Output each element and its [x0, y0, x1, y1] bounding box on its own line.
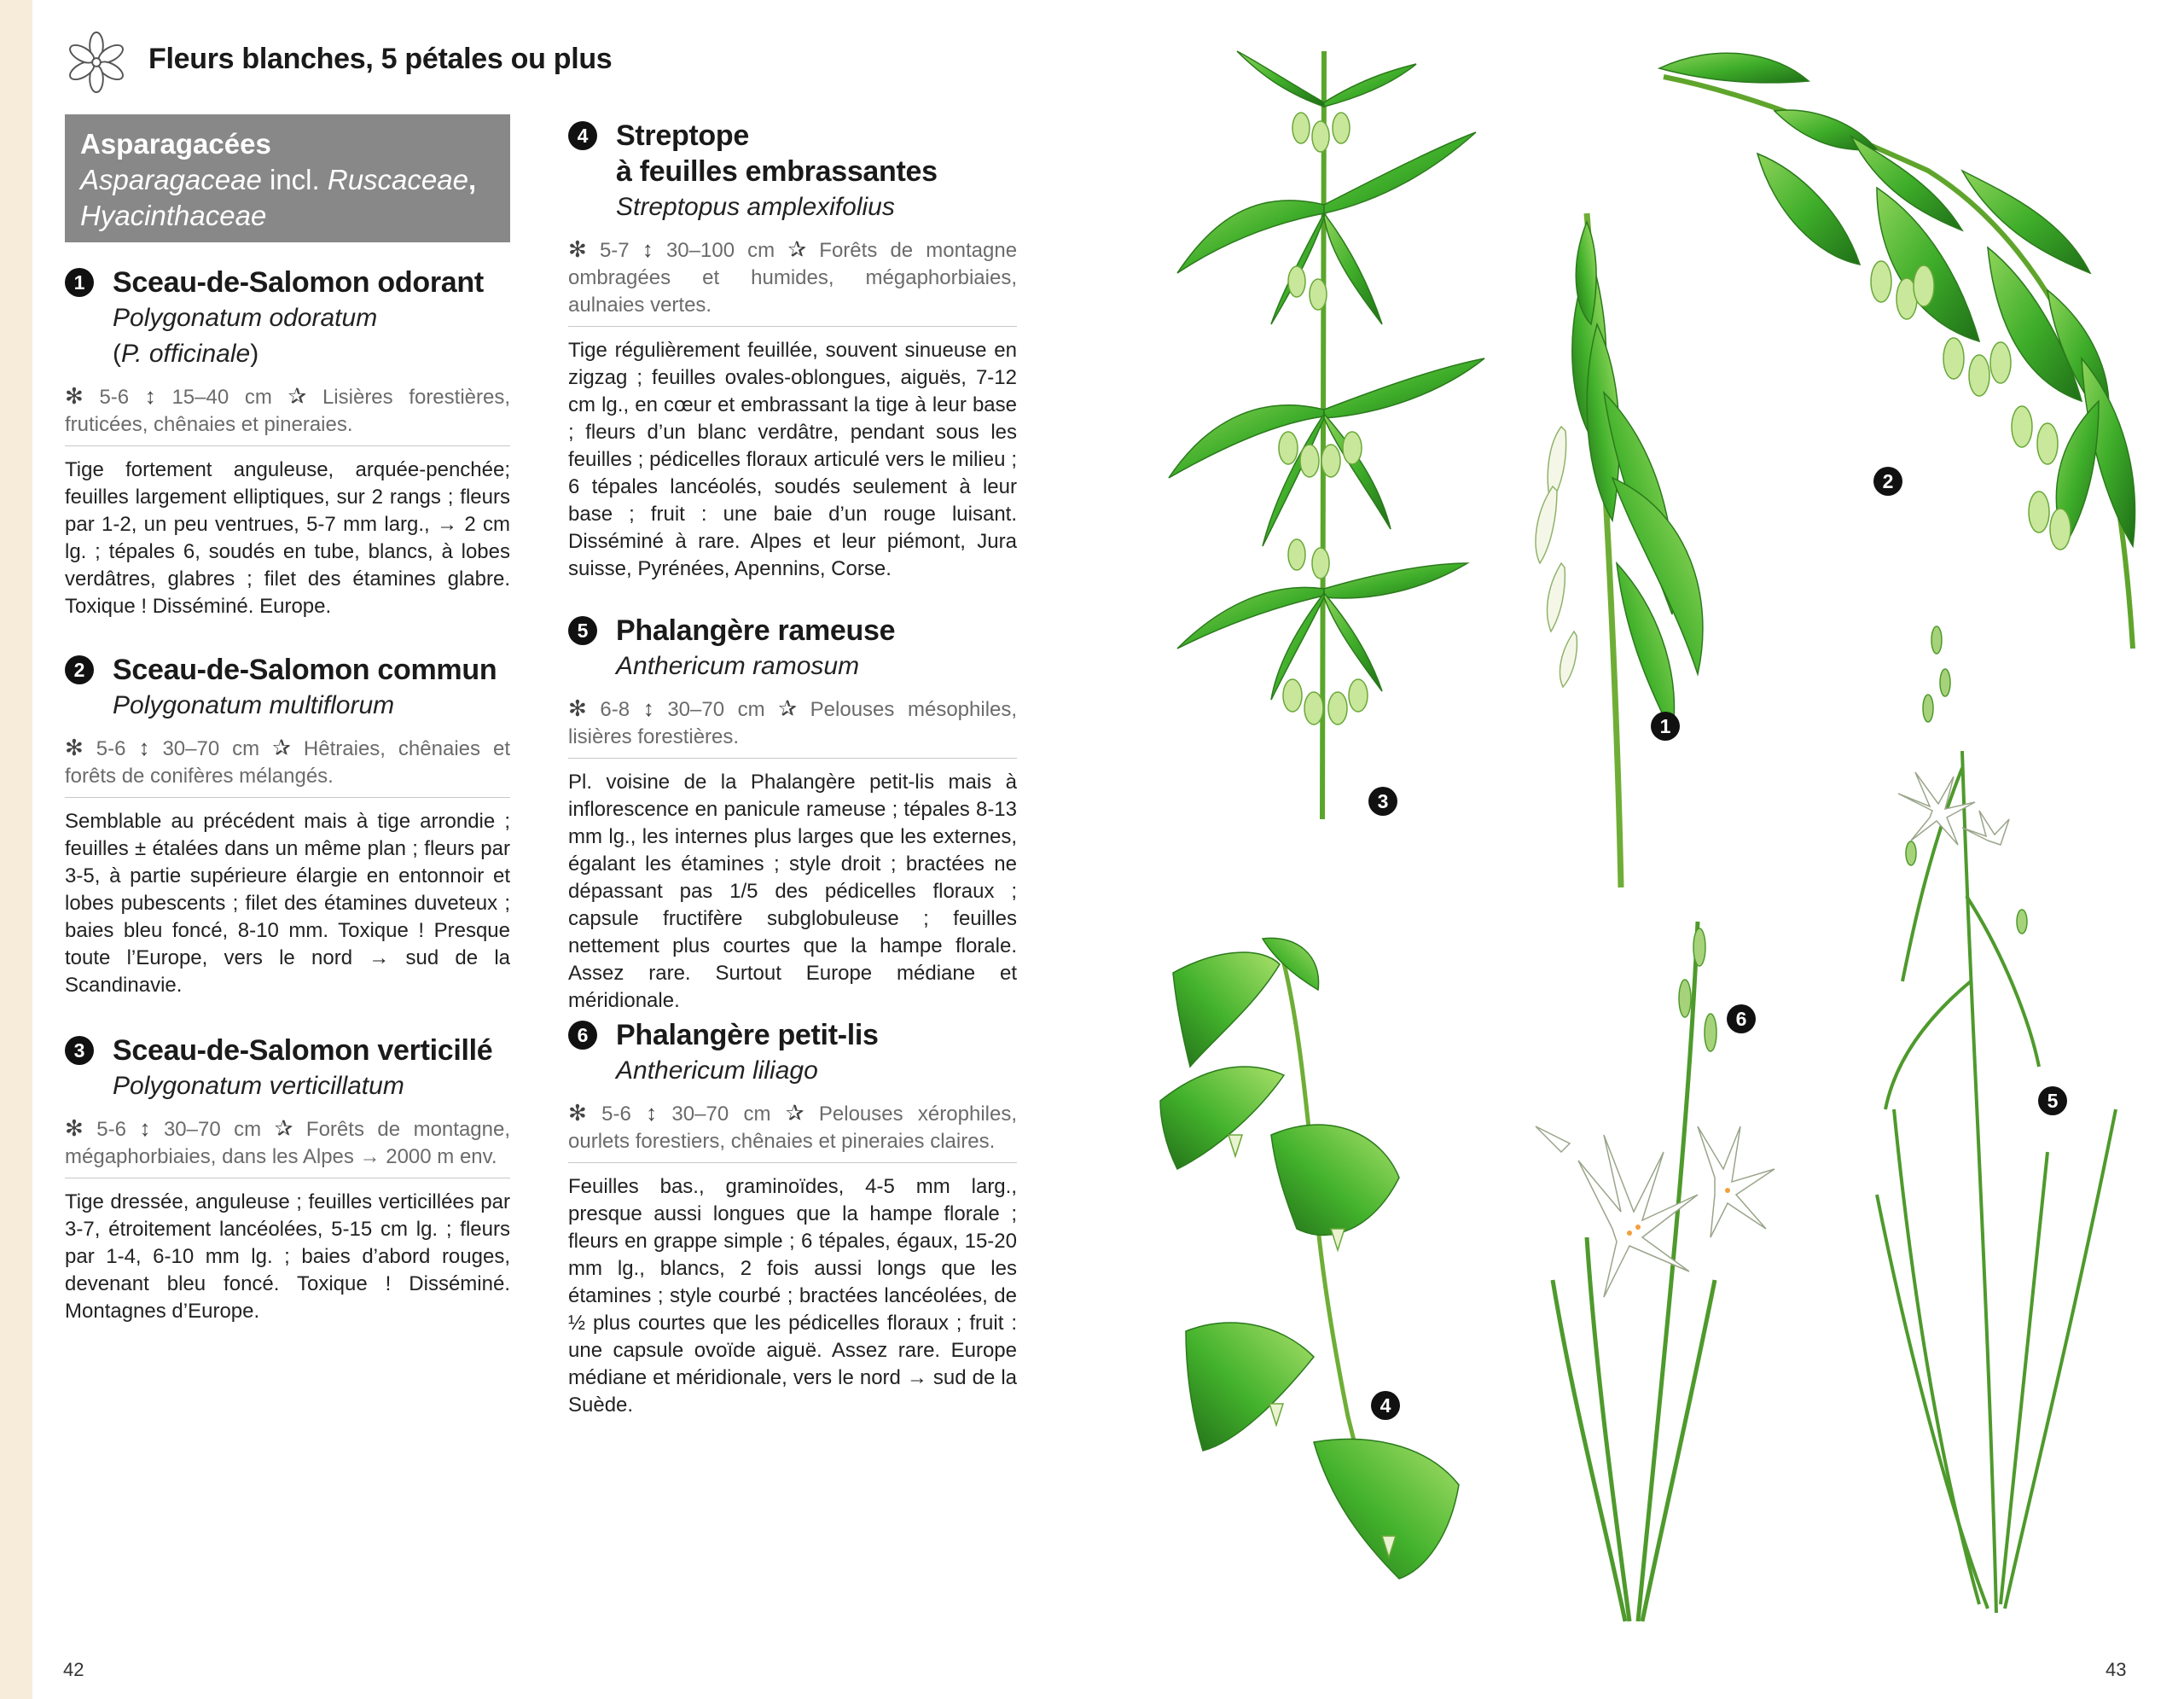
illustration-badge-2: 2: [1873, 467, 1902, 496]
illustration-badge-4: 4: [1371, 1391, 1400, 1420]
snowflake-flowering-icon: ✻: [568, 1100, 587, 1126]
species-description: Pl. voisine de la Phalangère petit-lis mais à inflorescence en panicule rameuse ; tépales 8-13 mm lg., les internes plus larges que les externes, égalant les étamines ; style droit ; bractées ne dépassant pas 1/5 des pédicelles floraux ; capsule fructifère subglobuleuse ; feuilles nettement plus courtes que la hampe florale. Assez rare. Surtout Europe médiane et méridionale.: [568, 771, 1017, 1012]
species-latin-name: Streptopus amplexifolius: [616, 193, 895, 221]
illustration-anthericum-ramosum: [1877, 626, 2116, 1613]
illustration-badge-1: 1: [1651, 712, 1680, 741]
height-arrow-icon: ↕: [642, 236, 653, 262]
height-arrow-icon: ↕: [138, 735, 150, 760]
page-number-left: 42: [63, 1659, 84, 1680]
species-description: Tige régulièrement feuillée, souvent sinueuse en zigzag ; feuilles ovales-oblongues, aiguës, 7-12 cm lg., en cœur et embrassant la tige à leur base ; fleurs d’un blanc verdâtre, pendant sous les feuilles ; pédicelles floraux articulé vers le milieu ; 6 tépales lancéolés, soudés seulement à leur base ; fruit : une baie d’un rouge luisant. Disséminé à rare. Alpes et leur piémont, Jura suisse, Pyrénées, Apennins, Corse.: [568, 339, 1017, 580]
species-description: Semblable au précédent mais à tige arrondie ; feuilles ± étalées dans un même plan ; fleurs par 3-5, à partie supérieure élargie en entonnoir et lobes pubescents ; filet des étamines duveteux ; baies bleu foncé, 8-10 mm. Toxique ! Presque toute l’Europe, vers le nord → sud de la Scandinavie.: [65, 810, 510, 997]
family-name-fr: Asparagacées: [80, 128, 271, 160]
height-arrow-icon: ↕: [646, 1100, 658, 1126]
habitat-star-icon: ✰: [288, 383, 307, 409]
species-description: Tige dressée, anguleuse ; feuilles verticillées par 3-7, étroitement lancéolées, 5-15 cm lg. ; fleurs par 1-4, 6-10 mm lg. ; baies d’abord rouges, devenant bleu foncé. Toxique ! Disséminé. Montagnes d’Europe.: [65, 1190, 510, 1323]
species-number-badge: 6: [568, 1021, 597, 1050]
species-synonym: (P. officinale): [113, 340, 259, 368]
page-number-right: 43: [2106, 1659, 2127, 1680]
habitat-star-icon: ✰: [274, 1115, 293, 1141]
illustration-badge-3: 3: [1368, 787, 1397, 816]
illustration-streptopus-amplexifolius: [1160, 938, 1459, 1579]
illustration-badge-5: 5: [2038, 1086, 2067, 1115]
species-meta: ✻ 5-7 ↕ 30–100 cm ✰ Forêts de montagne ombragées et humides, mégaphorbiaies, aulnaies vertes.: [568, 236, 1018, 317]
species-common-name: Sceau-de-Salomon commun: [113, 654, 497, 686]
height-arrow-icon: ↕: [139, 1115, 151, 1141]
species-meta: ✻ 5-6 ↕ 30–70 cm ✰ Hêtraies, chênaies et forêts de conifères mélangés.: [65, 735, 510, 788]
species-meta: ✻ 5-6 ↕ 30–70 cm ✰ Forêts de montagne, mégaphorbiaies, dans les Alpes → 2000 m env.: [65, 1115, 511, 1168]
species-common-name-line2: à feuilles embrassantes: [616, 155, 938, 188]
species-latin-name: Polygonatum multiflorum: [113, 691, 395, 719]
snowflake-flowering-icon: ✻: [568, 695, 587, 721]
section-title: Fleurs blanches, 5 pétales ou plus: [148, 43, 613, 75]
snowflake-flowering-icon: ✻: [65, 735, 84, 760]
habitat-star-icon: ✰: [272, 735, 291, 760]
habitat-star-icon: ✰: [785, 1100, 804, 1126]
species-common-name: Streptope: [616, 119, 749, 152]
snowflake-flowering-icon: ✻: [568, 236, 587, 262]
species-meta: ✻ 5-6 ↕ 30–70 cm ✰ Pelouses xérophiles, ourlets forestiers, chênaies et pineraies claires.: [568, 1100, 1017, 1153]
species-number-badge: 4: [568, 121, 597, 150]
species-meta: ✻ 6-8 ↕ 30–70 cm ✰ Pelouses mésophiles, lisières forestières.: [568, 695, 1018, 748]
height-arrow-icon: ↕: [144, 383, 156, 409]
illustration-badge-6: 6: [1727, 1004, 1756, 1033]
illustration-polygonatum-multiflorum: [1659, 53, 2135, 649]
species-latin-name: Anthericum ramosum: [616, 652, 860, 680]
species-meta: ✻ 5-6 ↕ 15–40 cm ✰ Lisières forestières, fruticées, chênaies et pineraies.: [65, 383, 511, 436]
species-number-badge: 2: [65, 655, 94, 684]
snowflake-flowering-icon: ✻: [65, 1115, 84, 1141]
illustration-polygonatum-odoratum: [1536, 213, 1703, 887]
species-common-name: Phalangère petit-lis: [616, 1019, 879, 1051]
illustration-polygonatum-verticillatum: [1169, 51, 1484, 819]
species-number-badge: 1: [65, 268, 94, 297]
species-common-name: Sceau-de-Salomon verticillé: [113, 1034, 493, 1067]
habitat-star-icon: ✰: [787, 236, 807, 262]
family-latin: Asparagaceae incl. Ruscaceae,: [80, 164, 477, 195]
family-latin-hyacinthaceae: Hyacinthaceae: [80, 200, 267, 231]
species-latin-name: Anthericum liliago: [616, 1056, 818, 1085]
species-description: Feuilles bas., graminoïdes, 4-5 mm larg., presque aussi longues que la hampe florale ; fleurs en grappe simple ; 6 tépales, égaux, 15-20 mm lg., blancs, 2 fois aussi longs que les étamines ; style courbé ; bractées lancéolées, de ½ plus courtes que les pédicelles floraux ; fruit : une capsule ovoïde aiguë. Assez rare. Europe médiane et méridionale, vers le nord → sud de la Suède.: [568, 1175, 1017, 1417]
snowflake-flowering-icon: ✻: [65, 383, 84, 409]
species-number-badge: 5: [568, 616, 597, 645]
height-arrow-icon: ↕: [642, 695, 654, 721]
species-common-name: Sceau-de-Salomon odorant: [113, 266, 484, 299]
species-common-name: Phalangère rameuse: [616, 614, 896, 647]
species-latin-name: Polygonatum odoratum: [113, 304, 378, 332]
habitat-star-icon: ✰: [778, 695, 798, 721]
species-latin-name: Polygonatum verticillatum: [113, 1072, 404, 1100]
species-description: Tige fortement anguleuse, arquée-penchée; feuilles largement elliptiques, sur 2 rangs ; fleurs par 1-2, un peu ventrues, 5-7 mm larg., → 2 cm lg. ; tépales 6, soudés en tube, blancs, à lobes verdâtres, glabres ; filet des étamines glabre. Toxique ! Disséminé. Europe.: [65, 458, 510, 618]
species-number-badge: 3: [65, 1036, 94, 1065]
